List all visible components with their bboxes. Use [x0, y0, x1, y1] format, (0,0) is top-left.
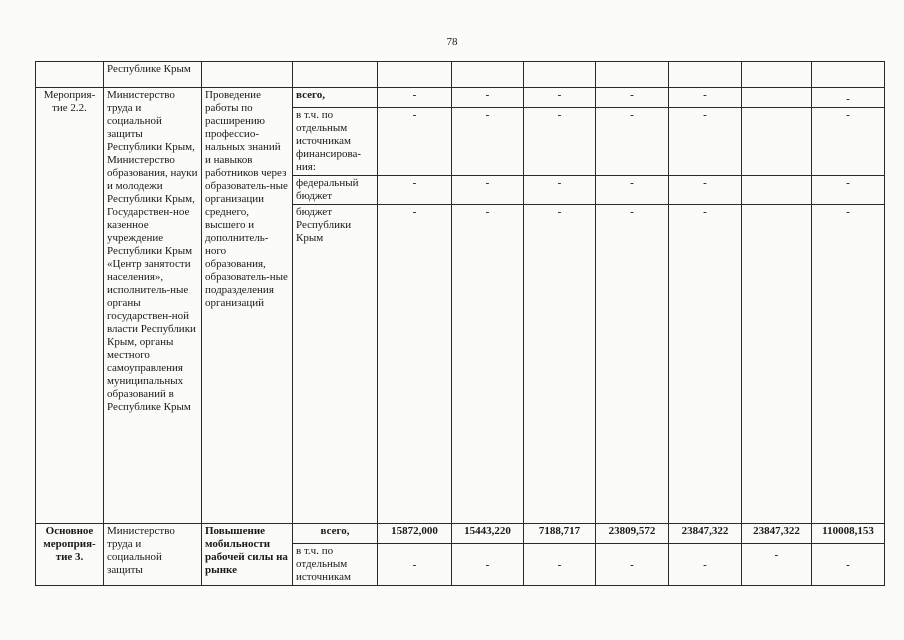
- value-cell: 110008,153: [812, 524, 885, 544]
- cont-executor-cell: Республике Крым: [104, 62, 202, 88]
- value-cell: -: [596, 205, 669, 524]
- measure-2-2-row-total: [36, 88, 885, 108]
- value-cell: 23847,322: [742, 524, 812, 544]
- value-cell: -: [452, 176, 524, 205]
- value-cell: -: [524, 108, 596, 176]
- value-cell: -: [669, 88, 742, 108]
- measure-3-executor: Министерство труда и социальной защиты: [104, 524, 202, 586]
- value-cell: -: [669, 544, 742, 586]
- value-cell: -: [452, 205, 524, 524]
- value-cell: -: [812, 176, 885, 205]
- value-cell: 15872,000: [378, 524, 452, 544]
- value-cell: -: [378, 205, 452, 524]
- continuation-row: [36, 62, 885, 88]
- measure-2-2-label: Мероприя-тие 2.2.: [36, 88, 104, 524]
- value-cell: -: [378, 544, 452, 586]
- value-cell: -: [378, 176, 452, 205]
- measure-3-description: Повышение мобильности рабочей силы на рынке: [202, 524, 293, 586]
- value-cell: 23809,572: [596, 524, 669, 544]
- cont-source-cell: [293, 62, 378, 88]
- page-number: 78: [446, 36, 458, 48]
- value-cell: -: [452, 544, 524, 586]
- measure-2-2-executor: Министерство труда и социальной защиты Республики Крым, Министерство образования, науки и молодежи Республики Крым, Государствен-ное казенное учреждение Республики Крым «Центр занятости населения», исполнитель-ные органы государствен-ной власти Республики Крым, органы местного самоуправления муниципальных образований в Республике Крым: [104, 88, 202, 524]
- value-cell: -: [669, 108, 742, 176]
- value-cell: [742, 176, 812, 205]
- value-cell: -: [524, 176, 596, 205]
- value-cell: -: [812, 88, 885, 108]
- cont-label-cell: [36, 62, 104, 88]
- value-cell: -: [669, 176, 742, 205]
- value-cell: -: [812, 544, 885, 586]
- value-cell: -: [596, 108, 669, 176]
- value-cell: -: [524, 88, 596, 108]
- value-cell: -: [669, 205, 742, 524]
- funding-source-federal: федеральный бюджет: [293, 176, 378, 205]
- measure-3-row-total: [36, 524, 885, 544]
- value-cell: -: [378, 108, 452, 176]
- funding-source-total: всего,: [293, 88, 378, 108]
- value-cell: -: [596, 88, 669, 108]
- value-cell: -: [742, 544, 812, 586]
- value-cell: [742, 88, 812, 108]
- funding-source-by-source: в т.ч. по отдельным источникам: [293, 544, 378, 586]
- value-cell: -: [378, 88, 452, 108]
- value-cell: -: [812, 108, 885, 176]
- value-cell: -: [524, 544, 596, 586]
- measure-2-2-description: Проведение работы по расширению профессио-нальных знаний и навыков работников через образователь-ные организации среднего, высшего и дополнитель-ного образования, образователь-ные подразделения организаций: [202, 88, 293, 524]
- value-cell: -: [452, 88, 524, 108]
- value-cell: -: [596, 544, 669, 586]
- value-cell: -: [812, 205, 885, 524]
- value-cell: -: [524, 205, 596, 524]
- value-cell: -: [596, 176, 669, 205]
- value-cell: [742, 205, 812, 524]
- value-cell: [742, 108, 812, 176]
- value-cell: -: [452, 108, 524, 176]
- value-cell: 7188,717: [524, 524, 596, 544]
- funding-source-regional: бюджет Республики Крым: [293, 205, 378, 524]
- value-cell: 23847,322: [669, 524, 742, 544]
- value-cell: 15443,220: [452, 524, 524, 544]
- funding-source-total: всего,: [293, 524, 378, 544]
- measure-3-label: Основное мероприя-тие 3.: [36, 524, 104, 586]
- financing-table: [35, 61, 885, 586]
- funding-source-by-source: в т.ч. по отдельным источникам финансирова-ния:: [293, 108, 378, 176]
- cont-description-cell: [202, 62, 293, 88]
